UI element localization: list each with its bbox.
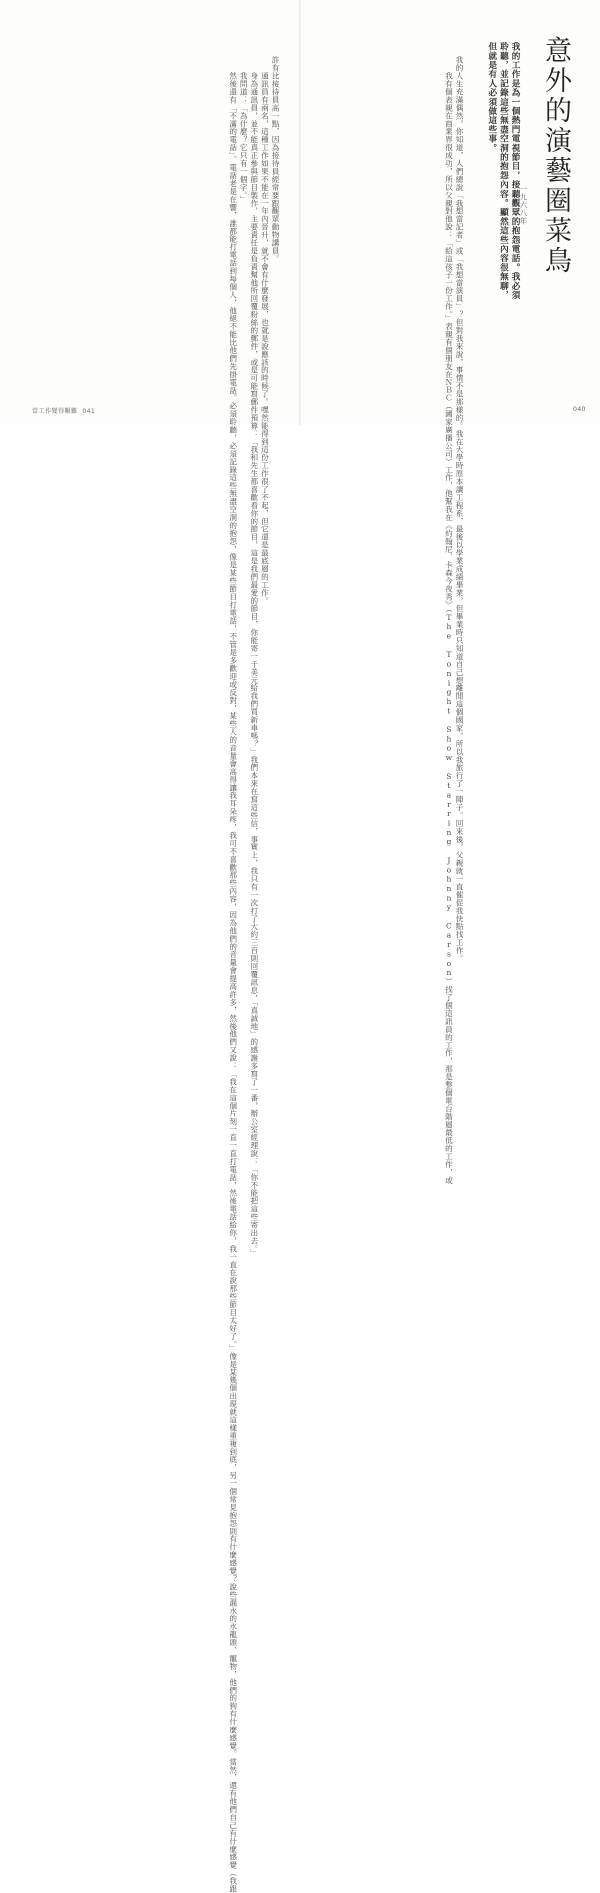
chapter-year: 一九六八年 — [519, 185, 528, 225]
left-page-body-text: 許有比接待員高一點，因為接待員經常要跟觀眾動物講員。 通訊員有兩名，這種工作如果不能在一年內晉升，就不會有什麼發展，也就是說應該的時候了。嘿然能得到這份工作很了不起，但它還是最底層的工作。 身為通訊員，並不能真正參與節目製作，主要責任是負責幫他所回覆粉絲的郵件，或是可能寫郵件預算：「我和先生都喜歡看你的節目，這是我們最愛的節目，你能寄一千美元給我們買新車嗎？」我們本來在寫這些信，事實上，我只有一次打了大約三百則回覆訊息，「真誠地」的感謝多寫了一番，辦公室經理說：「你不能把這些寄出去。」 我問道：「為什麼？它只有一個字。」 然後還有「不滿的電話」。電話老是在響，誰都能打電話到每個人，他絕不能比他們先掛電話。必須聆聽，必須記錄這些無盡空洞的抱怨，像是某些節目打電話，不管是多歡迎或反對，某些人的音量會高得讓我耳朵疼，我可不喜歡那些內容，因為他們的音量會提高許多，然後他們又說：「我在這個片刻一直一直打電話，然後電話給你，我一直在說那些節目太好了。」像是某幾個出現就這樣重複到底，另一個常見抱怨則有什麼感覺？說些漏水的水龍頭、寵物，他們的狗有什麼感覺。當然，還有他們自己有什麼感覺（我跟 — [228, 56, 280, 1893]
chapter-intro — [470, 42, 520, 302]
running-footer-title: 當工作變得艱難 — [32, 408, 78, 415]
right-page-folio — [573, 406, 586, 413]
left-page — [0, 0, 299, 1893]
chapter-intro-text: 我的工作是為一個熱門電視節目，接聽觀眾的抱怨電話。我必須聆聽，並記錄這些無盡空洞的抱怨內容。顯然這些內容很無聊，但就是有人必須做這些事。 — [486, 42, 520, 300]
right-page-number: 040 — [573, 406, 586, 413]
chapter-title: 意外的演藝圈菜鳥 — [540, 36, 571, 276]
left-page-number: 041 — [82, 408, 96, 415]
left-page-folio — [32, 406, 95, 415]
right-page-body-text: 我的人生充滿偶然，你知道，人們總說「我想當記者」或「我想當演員」？但對我來說，事情不是那樣的。我在大學時原本讀工程系，最後以學業成績畢業，但畢業時只知道自己想離開這個國家，所以我旅行了一陣子。回來後，父親就一直催促我快點找工作。 Tonight Show Starring Johnny Carson）找了個這訊員的工作，那是整個電台階層最低的工作，或 — [444, 56, 464, 1185]
